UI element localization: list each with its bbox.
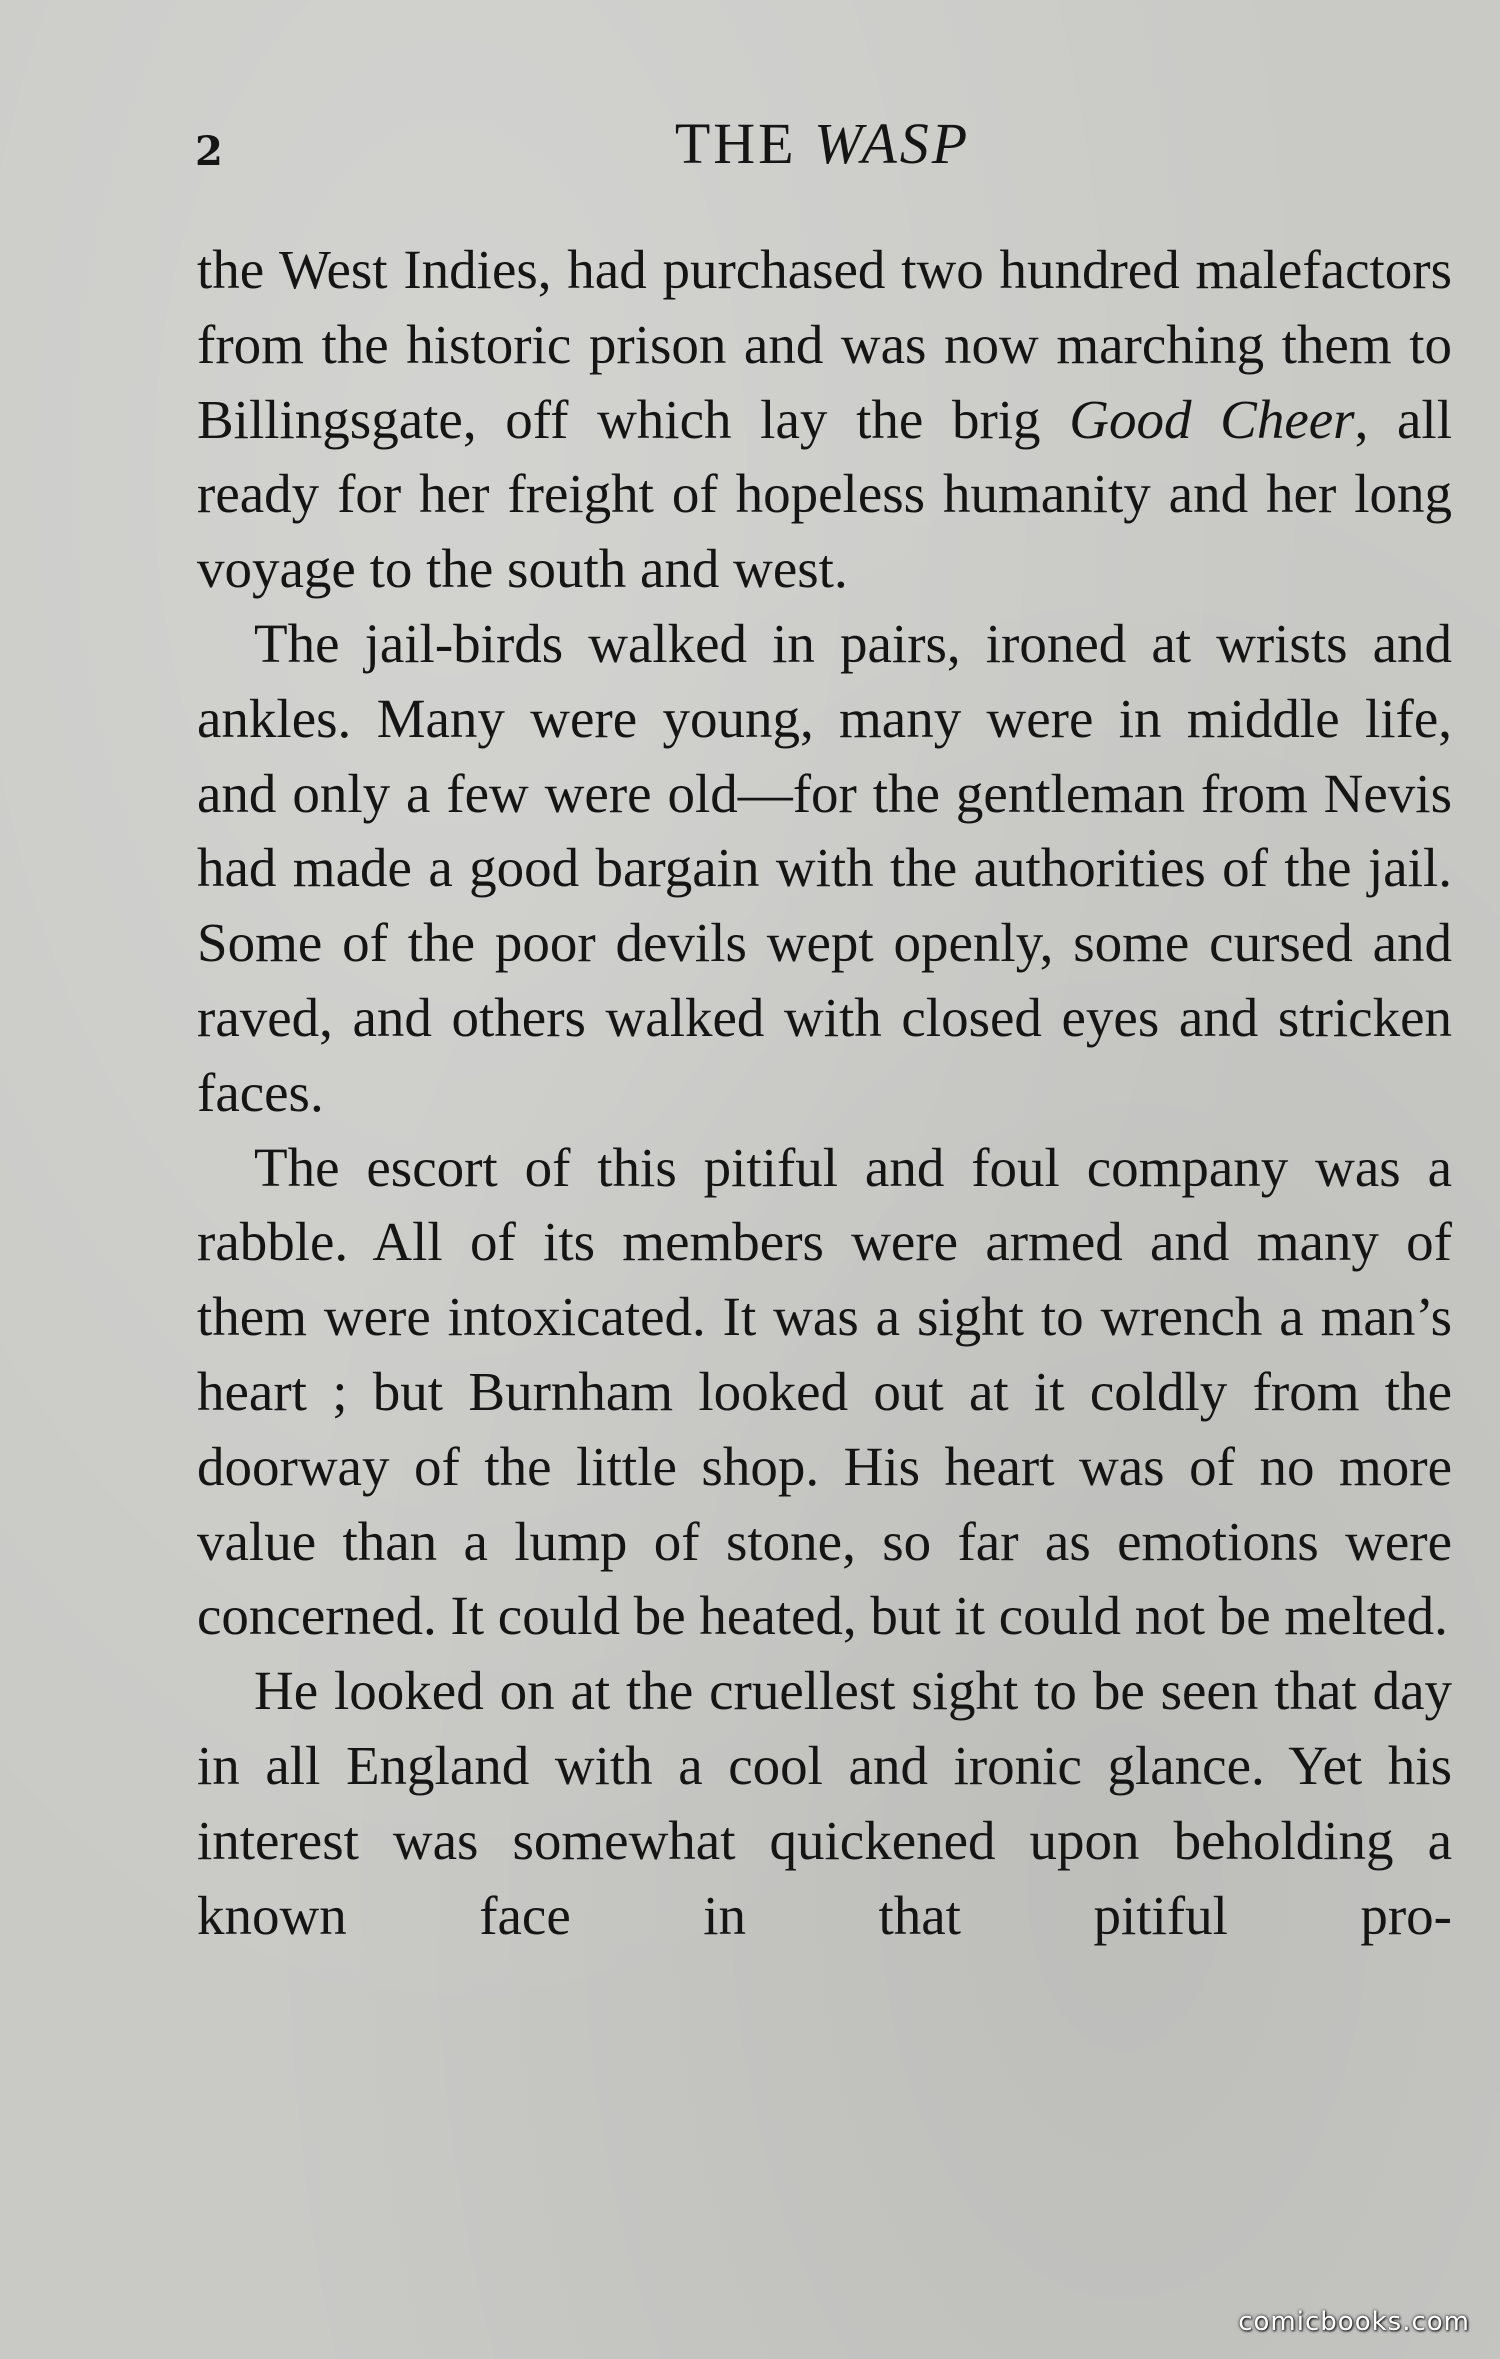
paragraph-3: The escort of this pitiful and foul company was a rabble. All of its members were armed and many of them were intoxicated. It was a sight to wrench a man’s heart ; but Burnham looked out at it coldly from the doorway of the little shop. His heart was of no more value than a lump of stone, so far as emotions were concerned. It could be heated, but it could not be melted. — [197, 1136, 1452, 1647]
paragraph-2: The jail-birds walked in pairs, ironed at wrists and ankles. Many were young, many were in middle life, and only a few were old—for the gentleman from Nevis had made a good bargain with the authorities of the jail. Some of the poor devils wept openly, some cursed and raved, and others walked with closed eyes and stricken faces. — [197, 612, 1452, 1123]
paragraph-1-ship-name: Good Cheer — [1069, 388, 1355, 450]
watermark: comicbooks.com — [1238, 2307, 1470, 2337]
running-title-prefix: THE — [674, 111, 815, 176]
running-title-italic: WASP — [814, 111, 971, 176]
body-text — [197, 233, 1452, 1953]
running-title — [195, 110, 1450, 177]
paragraph-1 — [197, 233, 1452, 607]
paragraph-1-text-before: the West Indies, had purchased two hundred malefactors from the historic prison and was now marching them to Billingsgate, off which lay the brig — [197, 239, 1452, 450]
paragraph-4: He looked on at the cruellest sight to be seen that day in all England with a cool and ironic glance. Yet his interest was somewhat quickened upon beholding a known face in that pitiful pro- — [197, 1660, 1452, 1946]
page-number: 2 — [195, 128, 223, 175]
paragraph-1-text-after: , all ready for her freight of hopeless humanity and her long voyage to the south and west. — [197, 388, 1452, 600]
running-head — [195, 110, 1450, 180]
